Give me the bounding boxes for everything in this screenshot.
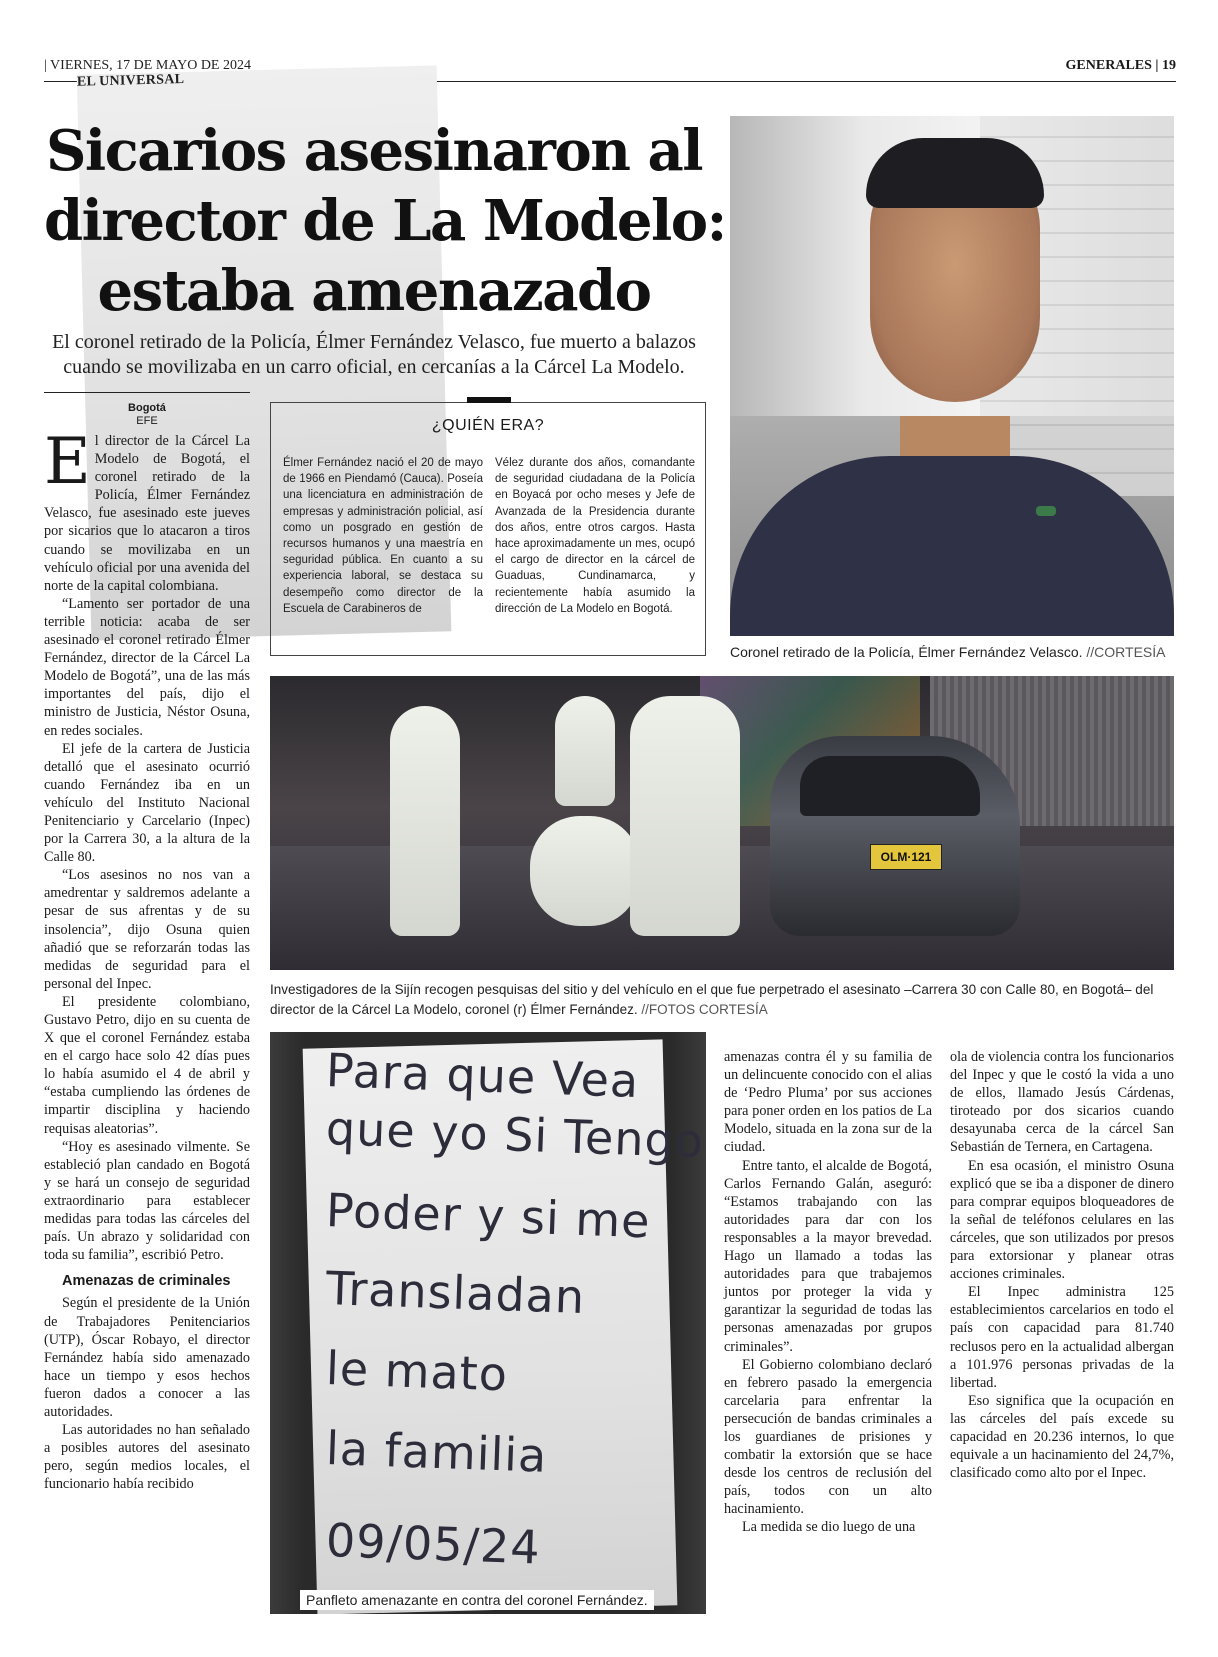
section-subtitle: Amenazas de criminales [62, 1273, 231, 1290]
portrait-photo [730, 116, 1174, 636]
pamphlet-photo [270, 1032, 706, 1614]
newspaper-name: EL UNIVERSAL [77, 65, 452, 640]
paragraph: El Gobierno colombiano declaró en febrero pasado la emergencia carcelaria para enfrentar la persecución de bandas criminales a los guardianes de prisiones y combatir la extorsión que se hace desde los centros de reclusión del país, todos con un alto hacinamiento. [724, 1356, 932, 1518]
paragraph: ola de violencia contra los funcionarios del Inpec y que le costó la vida a uno de ellos, llamado Jesús Cárdenas, tiroteado por dos sicarios cuando desayunaba cerca de la cárcel San Sebastián de Ternera, en Cartagena. [950, 1049, 1174, 1156]
bio-box [270, 402, 706, 656]
scene-caption [270, 980, 1174, 1020]
pamphlet-caption: Panfleto amenazante en contra del coronel Fernández. [300, 1590, 654, 1610]
headline [44, 116, 726, 326]
byline-agency: EFE [136, 415, 158, 427]
paragraph: “Hoy es asesinado vilmente. Se estableció plan candado en Bogotá y se hará un consejo de seguridad extraordinario para establecer medidas para todas las cárceles del país. Un abrazo y solidaridad con toda su familia”, escribió Petro. [44, 1138, 250, 1264]
portrait-caption-text: Coronel retirado de la Policía, Élmer Fernández Velasco. [730, 644, 1083, 660]
scene-caption-text: Investigadores de la Sijín recogen pesquisas del sitio y del vehículo en el que fue perpetrado el asesinato –Carrera 30 con Calle 80, en Bogotá– del director de la Cárcel La Modelo, coronel (r) Élmer Fernández. [270, 982, 1154, 1017]
pamphlet-line: Para que Vea [325, 1043, 641, 1108]
bio-box-title: ¿QUIÉN ERA? [431, 417, 545, 434]
lead-paragraph: El director de la Cárcel La Modelo de Bogotá, el coronel retirado de la Policía, Élmer Fernández Velasco, fue asesinado este jueves por sicarios que lo atacaron a tiros cuando se movilizaba en un vehículo oficial por una avenida del norte de la capital colombiana. [44, 425, 250, 594]
crime-scene-photo [270, 676, 1174, 970]
license-plate: OLM·121 [870, 844, 942, 870]
drop-cap: E [44, 425, 91, 499]
section-page-number: GENERALES | 19 [1065, 58, 1176, 73]
paragraph: La medida se dio luego de una [742, 1519, 916, 1536]
byline-city: Bogotá [128, 402, 166, 414]
bio-box-column-1: Élmer Fernández nació el 20 de mayo de 1966 en Piendamó (Cauca). Poseía una licenciatura en administración de empresas y administración policial, así como un posgrado en gestión de recursos humanos y una maestría en seguridad pública. En cuanto a su experiencia laboral, se destaca su desempeño como director de la Escuela de Carabineros de [283, 457, 483, 615]
paragraph: Entre tanto, el alcalde de Bogotá, Carlos Fernando Galán, aseguró: “Estamos trabajando con las autoridades para dar con los responsables a la mayor brevedad. Hago un llamado a todas las autoridades para que trabajemos juntos por proteger la vida y garantizar la seguridad de todas las personas amenazadas por grupos criminales”. [724, 1157, 932, 1355]
paragraph: amenazas contra él y su familia de un delincuente conocido con el alias de ‘Pedro Pluma’ por sus acciones para poner orden en los patios de La Modelo, situada en la zona sur de la ciudad. [724, 1049, 932, 1156]
paragraph: El Inpec administra 125 establecimientos carcelarios en todo el país con capacidad para 81.740 reclusos pero en la actualidad albergan a 101.976 personas privadas de la libertad. [950, 1284, 1174, 1391]
paragraph: Eso significa que la ocupación en las cárceles del país excede su capacidad en 20.236 internos, lo que equivale a un hacinamiento del 24,7%, clasificado como alto por el Inpec. [950, 1392, 1174, 1482]
article-column-1 [44, 425, 250, 1493]
paragraph: El jefe de la cartera de Justicia detalló que el asesinato ocurrió cuando Fernández iba en un vehículo del Instituto Nacional Penitenciario y Carcelario (Inpec) por la Carrera 30, a la altura de la Calle 80. [44, 740, 250, 866]
article-column-3 [724, 1048, 932, 1537]
issue-date: | VIERNES, 17 DE MAYO DE 2024 [44, 58, 251, 73]
bio-box-tab [467, 397, 511, 403]
paragraph: “Los asesinos no nos van a amedrentar y saldremos adelante a pesar de sus afrentas y de su insolencia”, dijo Osuna quien añadió que se reforzarán todas las medidas de seguridad para el personal del Inpec. [44, 867, 250, 992]
shirt-logo-icon [1036, 506, 1056, 516]
article-column-4 [950, 1048, 1174, 1482]
portrait-caption [730, 644, 1166, 660]
subheadline: El coronel retirado de la Policía, Élmer Fernández Velasco, fue muerto a balazos cuando se movilizaba en un carro oficial, en cercanías a la Cárcel La Modelo. [52, 331, 696, 378]
pamphlet-line: 09/05/24 [325, 1513, 542, 1575]
pamphlet-line: la familia [325, 1421, 549, 1483]
paragraph: Según el presidente de la Unión de Trabajadores Penitenciarios (UTP), Óscar Robayo, el director Fernández había sido amenazado hace un tiempo y esos hechos fueron dados a conocer a las autoridades. [44, 1295, 250, 1420]
pamphlet-line: Transladan [325, 1261, 586, 1325]
bio-box-column-2: Vélez durante dos años, comandante de seguridad ciudadana de la Policía en Boyacá por ocho meses y Jefe de Avanzada de la Presidencia durante dos años, entre otros cargos. Hasta hace aproximadamente un mes, ocupó el cargo de director en la cárcel de Guaduas, Cundinamarca, y recientemente había asumido la dirección de La Modelo en Bogotá. [495, 457, 695, 615]
masthead [44, 58, 251, 90]
pamphlet-line: que yo Si Tengo [325, 1101, 705, 1169]
paragraph: En esa ocasión, el ministro Osuna explicó que se iba a disponer de dinero para comprar equipos bloqueadores de la señal de teléfonos celulares en las cárceles, que son utilizados por presos para extorsionar y planear otras acciones criminales. [950, 1157, 1174, 1283]
paragraph: Las autoridades no han señalado a posibles autores del asesinato pero, según medios locales, el funcionario había recibido [44, 1422, 250, 1493]
headline-line-2: director de La Modelo: [44, 188, 726, 254]
paragraph: El presidente colombiano, Gustavo Petro, dijo en su cuenta de X que el coronel Fernández estaba en el cargo hace solo 42 días pues lo había asumido el 4 de abril y “estaba cumpliendo las órdenes de impartir disciplina y haciendo requisas aleatorias”. [44, 993, 250, 1137]
headline-line-1: Sicarios asesinaron al [45, 118, 703, 184]
column-rule [44, 392, 250, 393]
pamphlet-line: Poder y si me [325, 1183, 652, 1249]
scene-credit: //FOTOS CORTESÍA [637, 1002, 768, 1017]
portrait-credit: //CORTESÍA [1082, 644, 1166, 660]
paragraph: “Lamento ser portador de una terrible noticia: acaba de ser asesinado el coronel retirado Élmer Fernández, director de la Cárcel La Modelo de Bogotá”, una de las más importantes del país, dijo el ministro de Justicia, Néstor Osuna, en redes sociales. [44, 595, 250, 739]
page-header [44, 56, 1176, 90]
headline-line-3: estaba amenazado [97, 258, 651, 324]
pamphlet-line: le mato [325, 1341, 509, 1402]
